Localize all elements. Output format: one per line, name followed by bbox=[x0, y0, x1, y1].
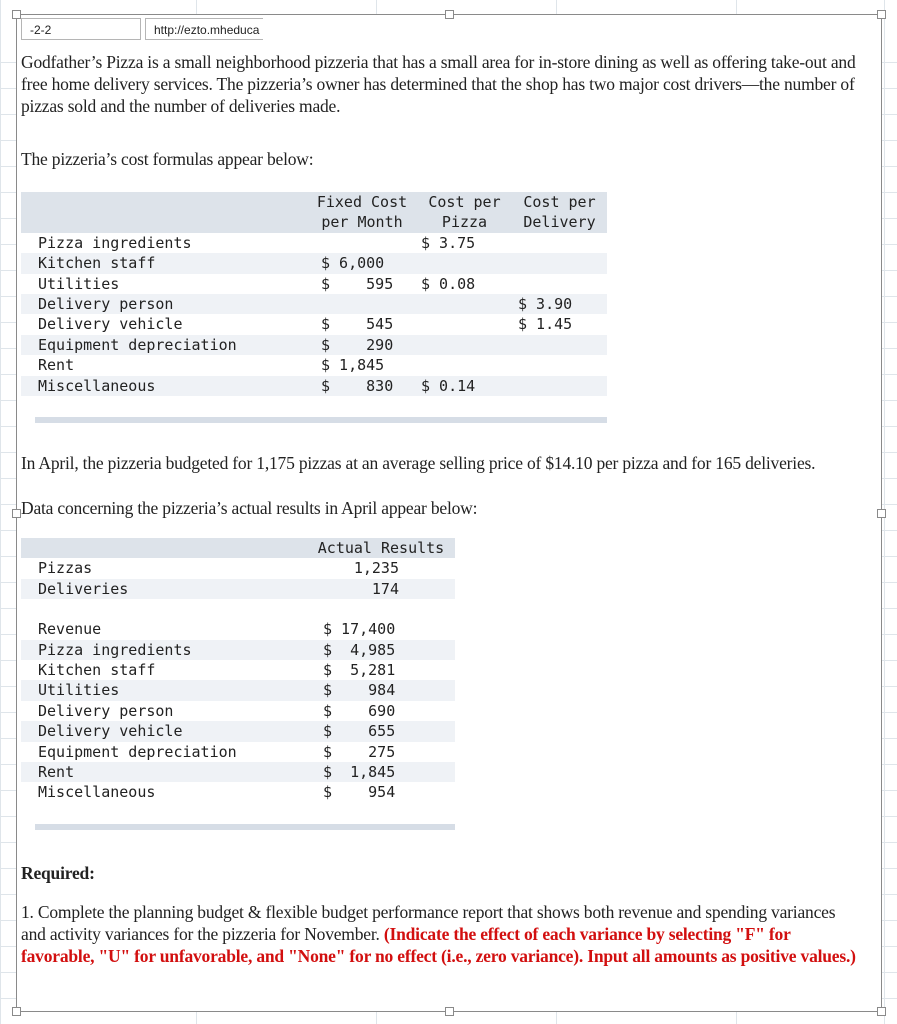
actual-value-cell: $ 5,281 bbox=[323, 661, 396, 680]
row-label: Deliveries bbox=[21, 579, 307, 599]
fixed-cost-cell: $ 290 bbox=[307, 335, 417, 355]
row-label: Miscellaneous bbox=[38, 783, 156, 802]
cost-per-delivery-header-2: Delivery bbox=[512, 212, 607, 232]
resize-handle-middle-left[interactable] bbox=[12, 509, 21, 518]
cost-per-pizza-header-2: Pizza bbox=[417, 212, 512, 232]
resize-handle-middle-right[interactable] bbox=[877, 509, 886, 518]
resize-handle-top-right[interactable] bbox=[877, 10, 886, 19]
fixed-cost-cell: $ 6,000 bbox=[307, 253, 417, 273]
actual-value-cell: $ 4,985 bbox=[307, 640, 455, 660]
row-label: Equipment depreciation bbox=[38, 742, 237, 761]
embedded-image-frame[interactable] bbox=[16, 14, 882, 1012]
cost-formula-table bbox=[21, 192, 607, 396]
delivery-cost-cell bbox=[512, 335, 607, 355]
delivery-cost-cell: $ 1.45 bbox=[518, 315, 573, 334]
question-text bbox=[21, 901, 861, 967]
pizza-cost-cell bbox=[417, 253, 512, 273]
pizza-cost-cell bbox=[417, 294, 512, 314]
delivery-cost-cell: $ 3.90 bbox=[512, 294, 607, 314]
table-row bbox=[21, 660, 455, 680]
cost-per-delivery-header: Cost per bbox=[512, 192, 607, 212]
resize-handle-bottom-right[interactable] bbox=[877, 1007, 886, 1016]
fixed-cost-cell: $ 595 bbox=[321, 274, 394, 293]
row-label: Delivery person bbox=[38, 701, 174, 720]
row-label: Equipment depreciation bbox=[21, 335, 307, 355]
pizza-cost-cell: $ 3.75 bbox=[421, 233, 476, 252]
budget-paragraph: In April, the pizzeria budgeted for 1,175 pizzas at an average selling price of $14.10 per pizza and for 165 deliveries. bbox=[21, 453, 816, 473]
table-header-row bbox=[21, 538, 455, 558]
actual-value-cell: 174 bbox=[307, 579, 455, 599]
table-footer-bar bbox=[35, 417, 607, 423]
table-row bbox=[21, 355, 607, 375]
cost-formulas-intro: The pizzeria’s cost formulas appear below: bbox=[21, 149, 314, 169]
table-row bbox=[21, 314, 607, 334]
table-footer-bar bbox=[35, 824, 455, 830]
pizza-cost-cell bbox=[417, 314, 512, 334]
table-row bbox=[21, 742, 455, 762]
delivery-cost-cell bbox=[512, 274, 607, 294]
row-label: Pizzas bbox=[38, 559, 93, 578]
pizza-cost-cell: $ 0.08 bbox=[421, 274, 476, 293]
table-header-row bbox=[21, 192, 607, 212]
pizza-cost-cell: $ 0.14 bbox=[417, 376, 512, 396]
question-body: 1. Complete the planning budget & flexible budget performance report that shows both revenue and spending variances and activity variances for the pizzeria for November. bbox=[21, 902, 836, 944]
table-row bbox=[21, 579, 455, 599]
row-label: Rent bbox=[38, 356, 75, 375]
cost-per-pizza-header: Cost per bbox=[417, 192, 512, 212]
resize-handle-top-left[interactable] bbox=[12, 10, 21, 19]
actual-value-cell: $ 17,400 bbox=[323, 620, 396, 639]
fixed-cost-header-2: per Month bbox=[307, 212, 417, 232]
url-cell: http://ezto.mheduca bbox=[145, 18, 263, 40]
row-label: Delivery person bbox=[21, 294, 307, 314]
row-label: Pizza ingredients bbox=[21, 640, 307, 660]
table-row bbox=[21, 680, 455, 700]
actual-value-cell: $ 984 bbox=[307, 680, 455, 700]
fixed-cost-cell bbox=[307, 233, 417, 253]
pizza-cost-cell bbox=[417, 335, 512, 355]
row-label: Kitchen staff bbox=[38, 661, 156, 680]
row-label: Utilities bbox=[21, 680, 307, 700]
row-label: Delivery vehicle bbox=[21, 721, 307, 741]
row-label: Revenue bbox=[38, 620, 102, 639]
delivery-cost-cell bbox=[512, 233, 607, 253]
table-row bbox=[21, 558, 455, 578]
row-label: Kitchen staff bbox=[21, 253, 307, 273]
delivery-cost-cell bbox=[512, 355, 607, 375]
row-label: Miscellaneous bbox=[21, 376, 307, 396]
table-row bbox=[21, 782, 455, 802]
question-instruction: (Indicate the effect of each variance by selecting "F" for favorable, "U" for unfavorable, and "None" for no effect (i.e., zero variance). Input all amounts as positive values.) bbox=[21, 924, 856, 966]
resize-handle-top-center[interactable] bbox=[445, 10, 454, 19]
actual-value-cell: $ 1,845 bbox=[307, 762, 455, 782]
required-heading: Required: bbox=[21, 863, 95, 883]
table-row bbox=[21, 253, 607, 273]
delivery-cost-cell bbox=[512, 376, 607, 396]
row-label: Utilities bbox=[38, 274, 120, 293]
actual-value-cell: $ 655 bbox=[307, 721, 455, 741]
row-label: Delivery vehicle bbox=[38, 315, 183, 334]
table-row bbox=[21, 274, 607, 294]
table-row bbox=[21, 721, 455, 741]
table-header-row bbox=[21, 212, 607, 232]
actual-results-header: Actual Results bbox=[307, 538, 455, 558]
table-row bbox=[21, 640, 455, 660]
actual-value-cell: 1,235 bbox=[353, 559, 399, 578]
actual-value-cell: $ 954 bbox=[323, 783, 396, 802]
table-row bbox=[21, 233, 607, 253]
row-label: Pizza ingredients bbox=[38, 233, 192, 252]
delivery-cost-cell bbox=[512, 253, 607, 273]
table-row bbox=[21, 701, 455, 721]
fixed-cost-cell bbox=[307, 294, 417, 314]
table-row bbox=[21, 376, 607, 396]
actual-results-table bbox=[21, 538, 455, 803]
fixed-cost-cell: $ 1,845 bbox=[321, 356, 385, 375]
table-row bbox=[21, 335, 607, 355]
fixed-cost-cell: $ 830 bbox=[307, 376, 417, 396]
resize-handle-bottom-left[interactable] bbox=[12, 1007, 21, 1016]
fixed-cost-cell: $ 545 bbox=[321, 315, 394, 334]
actual-intro-paragraph: Data concerning the pizzeria’s actual results in April appear below: bbox=[21, 498, 478, 518]
cell-reference: -2-2 bbox=[21, 18, 141, 40]
table-row bbox=[21, 294, 607, 314]
table-row bbox=[21, 619, 455, 639]
actual-value-cell: $ 275 bbox=[323, 742, 396, 761]
fixed-cost-header: Fixed Cost bbox=[307, 192, 417, 212]
table-row bbox=[21, 762, 455, 782]
resize-handle-bottom-center[interactable] bbox=[445, 1007, 454, 1016]
pizza-cost-cell bbox=[417, 355, 512, 375]
intro-paragraph: Godfather’s Pizza is a small neighborhood pizzeria that has a small area for in-store dining as well as offering take-out and free home delivery services. The pizzeria’s owner has determined that the shop has two major cost drivers—the number of pizzas sold and the number of deliveries made. bbox=[21, 52, 856, 116]
actual-value-cell: $ 690 bbox=[323, 701, 396, 720]
row-label: Rent bbox=[21, 762, 307, 782]
